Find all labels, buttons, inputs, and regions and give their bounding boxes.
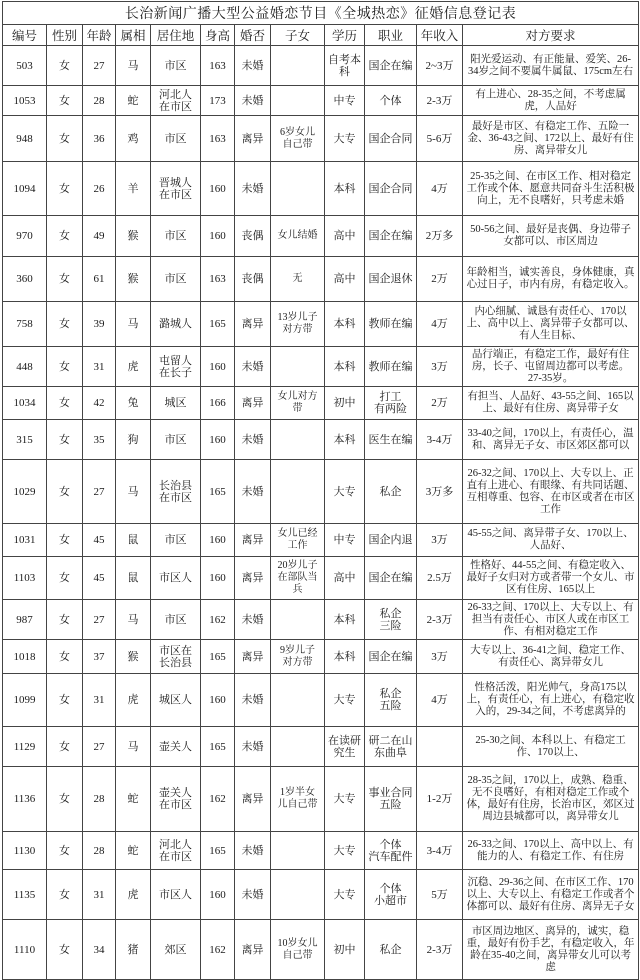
cell-age: 45 bbox=[83, 557, 116, 600]
cell-education: 大专 bbox=[325, 116, 365, 162]
cell-income: 3-4万 bbox=[417, 832, 463, 870]
cell-id: 970 bbox=[3, 216, 47, 257]
table-row bbox=[3, 116, 639, 162]
cell-marital: 未婚 bbox=[235, 832, 271, 870]
page-title: 长治新闻广播大型公益婚恋节目《全城热恋》征婚信息登记表 bbox=[3, 2, 639, 25]
cell-residence: 河北人 在市区 bbox=[151, 86, 201, 116]
cell-occupation: 私企 三险 bbox=[365, 600, 417, 640]
cell-age: 28 bbox=[83, 767, 116, 832]
cell-education: 本科 bbox=[325, 162, 365, 216]
cell-requirements: 性格好、44-55之间、有稳定收入、最好子女归对方或者带一个女儿、市区有住房、165以上 bbox=[463, 557, 639, 600]
cell-id: 1099 bbox=[3, 674, 47, 727]
cell-requirements: 25-30之间、本科以上、有稳定工作、170以上、 bbox=[463, 727, 639, 767]
cell-children bbox=[271, 420, 325, 460]
cell-children: 1岁半女 儿自己带 bbox=[271, 767, 325, 832]
cell-age: 31 bbox=[83, 870, 116, 920]
cell-age: 37 bbox=[83, 640, 116, 674]
header-occupation: 职业 bbox=[365, 25, 417, 46]
cell-occupation: 研二在山 东曲阜 bbox=[365, 727, 417, 767]
cell-children bbox=[271, 832, 325, 870]
cell-occupation: 国企在编 bbox=[365, 557, 417, 600]
cell-zodiac: 猴 bbox=[116, 257, 151, 302]
cell-residence: 长治县 在市区 bbox=[151, 460, 201, 524]
cell-residence: 郊区 bbox=[151, 920, 201, 980]
cell-id: 1053 bbox=[3, 86, 47, 116]
cell-zodiac: 猴 bbox=[116, 216, 151, 257]
cell-zodiac: 羊 bbox=[116, 162, 151, 216]
cell-residence: 市区 bbox=[151, 116, 201, 162]
table-row bbox=[3, 216, 639, 257]
cell-income: 3万 bbox=[417, 524, 463, 557]
cell-id: 1136 bbox=[3, 767, 47, 832]
table-row bbox=[3, 46, 639, 86]
cell-height: 160 bbox=[201, 162, 235, 216]
table-row bbox=[3, 727, 639, 767]
cell-children bbox=[271, 727, 325, 767]
cell-marital: 丧偶 bbox=[235, 216, 271, 257]
cell-gender: 女 bbox=[47, 116, 83, 162]
cell-occupation: 个体 bbox=[365, 86, 417, 116]
cell-age: 27 bbox=[83, 600, 116, 640]
cell-gender: 女 bbox=[47, 46, 83, 86]
cell-education: 本科 bbox=[325, 347, 365, 387]
cell-age: 34 bbox=[83, 920, 116, 980]
cell-zodiac: 马 bbox=[116, 302, 151, 347]
header-id: 编号 bbox=[3, 25, 47, 46]
cell-id: 1029 bbox=[3, 460, 47, 524]
cell-residence: 壶关人 在市区 bbox=[151, 767, 201, 832]
cell-id: 448 bbox=[3, 347, 47, 387]
cell-occupation: 国企在编 bbox=[365, 640, 417, 674]
cell-id: 503 bbox=[3, 46, 47, 86]
cell-income: 2.5万 bbox=[417, 557, 463, 600]
cell-education: 自考本科 bbox=[325, 46, 365, 86]
cell-marital: 离异 bbox=[235, 767, 271, 832]
cell-zodiac: 兔 bbox=[116, 387, 151, 420]
cell-residence: 市区 bbox=[151, 216, 201, 257]
cell-income: 2万多 bbox=[417, 216, 463, 257]
cell-education: 本科 bbox=[325, 600, 365, 640]
table-row bbox=[3, 257, 639, 302]
cell-children: 6岁女儿 自己带 bbox=[271, 116, 325, 162]
cell-residence: 晋城人 在市区 bbox=[151, 162, 201, 216]
cell-residence: 河北人 在市区 bbox=[151, 832, 201, 870]
table-row bbox=[3, 347, 639, 387]
cell-height: 160 bbox=[201, 347, 235, 387]
cell-residence: 市区在 长治县 bbox=[151, 640, 201, 674]
cell-children bbox=[271, 162, 325, 216]
cell-height: 165 bbox=[201, 832, 235, 870]
cell-zodiac: 蛇 bbox=[116, 832, 151, 870]
cell-gender: 女 bbox=[47, 600, 83, 640]
header-children: 子女 bbox=[271, 25, 325, 46]
cell-occupation: 教师在编 bbox=[365, 302, 417, 347]
cell-marital: 未婚 bbox=[235, 347, 271, 387]
cell-education: 在读研 究生 bbox=[325, 727, 365, 767]
cell-marital: 未婚 bbox=[235, 86, 271, 116]
cell-id: 1130 bbox=[3, 832, 47, 870]
table-row bbox=[3, 640, 639, 674]
cell-gender: 女 bbox=[47, 557, 83, 600]
cell-marital: 未婚 bbox=[235, 420, 271, 460]
cell-children bbox=[271, 460, 325, 524]
cell-gender: 女 bbox=[47, 920, 83, 980]
cell-requirements: 50-56之间、最好是丧偶、身边带子女都可以、市区周边 bbox=[463, 216, 639, 257]
cell-marital: 未婚 bbox=[235, 460, 271, 524]
cell-zodiac: 鼠 bbox=[116, 524, 151, 557]
cell-requirements: 有上进心、28-35之间，不考虑属虎，人品好 bbox=[463, 86, 639, 116]
cell-children: 无 bbox=[271, 257, 325, 302]
cell-id: 758 bbox=[3, 302, 47, 347]
cell-id: 1034 bbox=[3, 387, 47, 420]
cell-children bbox=[271, 347, 325, 387]
table-row bbox=[3, 86, 639, 116]
cell-education: 本科 bbox=[325, 302, 365, 347]
cell-requirements: 品行端正，有稳定工作，最好有住房，长子、屯留周边都可以考虑。27-35岁。 bbox=[463, 347, 639, 387]
cell-income: 4万 bbox=[417, 302, 463, 347]
cell-income: 2-3万 bbox=[417, 920, 463, 980]
cell-residence: 市区 bbox=[151, 420, 201, 460]
cell-education: 大专 bbox=[325, 870, 365, 920]
header-requirements: 对方要求 bbox=[463, 25, 639, 46]
cell-residence: 屯留人 在长子 bbox=[151, 347, 201, 387]
cell-requirements: 年龄相当，诚实善良，身体健康，真心过日子，市内有房，有稳定收入。 bbox=[463, 257, 639, 302]
cell-income bbox=[417, 727, 463, 767]
cell-gender: 女 bbox=[47, 347, 83, 387]
cell-marital: 离异 bbox=[235, 920, 271, 980]
cell-occupation: 医生在编 bbox=[365, 420, 417, 460]
cell-children bbox=[271, 86, 325, 116]
cell-residence: 城区人 bbox=[151, 674, 201, 727]
cell-height: 163 bbox=[201, 116, 235, 162]
cell-gender: 女 bbox=[47, 302, 83, 347]
cell-zodiac: 鼠 bbox=[116, 557, 151, 600]
cell-height: 162 bbox=[201, 600, 235, 640]
table-row bbox=[3, 460, 639, 524]
cell-height: 165 bbox=[201, 640, 235, 674]
cell-occupation: 个体 汽车配件 bbox=[365, 832, 417, 870]
cell-occupation: 国企内退 bbox=[365, 524, 417, 557]
cell-zodiac: 猪 bbox=[116, 920, 151, 980]
header-age: 年龄 bbox=[83, 25, 116, 46]
cell-children bbox=[271, 46, 325, 86]
cell-income: 4万 bbox=[417, 674, 463, 727]
cell-height: 163 bbox=[201, 257, 235, 302]
header-gender: 性别 bbox=[47, 25, 83, 46]
cell-education: 初中 bbox=[325, 920, 365, 980]
cell-occupation: 私企 五险 bbox=[365, 674, 417, 727]
cell-income: 3-4万 bbox=[417, 420, 463, 460]
cell-income: 2-3万 bbox=[417, 600, 463, 640]
cell-occupation: 个体 小超市 bbox=[365, 870, 417, 920]
cell-income: 2~3万 bbox=[417, 46, 463, 86]
cell-age: 28 bbox=[83, 832, 116, 870]
cell-marital: 未婚 bbox=[235, 46, 271, 86]
cell-education: 本科 bbox=[325, 640, 365, 674]
cell-height: 166 bbox=[201, 387, 235, 420]
cell-id: 1031 bbox=[3, 524, 47, 557]
cell-education: 初中 bbox=[325, 387, 365, 420]
cell-marital: 未婚 bbox=[235, 162, 271, 216]
cell-education: 大专 bbox=[325, 674, 365, 727]
cell-residence: 壶关人 bbox=[151, 727, 201, 767]
cell-gender: 女 bbox=[47, 640, 83, 674]
cell-occupation: 打工 有两险 bbox=[365, 387, 417, 420]
cell-zodiac: 蛇 bbox=[116, 86, 151, 116]
cell-height: 162 bbox=[201, 767, 235, 832]
cell-residence: 城区 bbox=[151, 387, 201, 420]
cell-children bbox=[271, 870, 325, 920]
cell-income: 3万 bbox=[417, 347, 463, 387]
header-zodiac: 属相 bbox=[116, 25, 151, 46]
cell-zodiac: 猴 bbox=[116, 640, 151, 674]
cell-requirements: 最好是市区、有稳定工作、五险一金、36-43之间、172以上、最好有住房、离异带女儿 bbox=[463, 116, 639, 162]
cell-id: 987 bbox=[3, 600, 47, 640]
cell-height: 160 bbox=[201, 216, 235, 257]
cell-age: 27 bbox=[83, 727, 116, 767]
cell-zodiac: 虎 bbox=[116, 674, 151, 727]
cell-occupation: 国企合同 bbox=[365, 162, 417, 216]
cell-zodiac: 蛇 bbox=[116, 767, 151, 832]
cell-marital: 离异 bbox=[235, 116, 271, 162]
cell-gender: 女 bbox=[47, 832, 83, 870]
cell-education: 大专 bbox=[325, 460, 365, 524]
cell-age: 26 bbox=[83, 162, 116, 216]
cell-children: 9岁儿子 对方带 bbox=[271, 640, 325, 674]
cell-height: 160 bbox=[201, 870, 235, 920]
cell-education: 大专 bbox=[325, 832, 365, 870]
cell-occupation: 国企在编 bbox=[365, 46, 417, 86]
registration-table bbox=[2, 1, 639, 980]
cell-height: 162 bbox=[201, 920, 235, 980]
cell-education: 高中 bbox=[325, 557, 365, 600]
cell-height: 163 bbox=[201, 46, 235, 86]
cell-age: 27 bbox=[83, 460, 116, 524]
cell-requirements: 26-32之间、170以上、大专以上、正直有上进心、有眼缘、有共同话题、互相尊重、包容、在市区或者在市区工作 bbox=[463, 460, 639, 524]
cell-height: 160 bbox=[201, 524, 235, 557]
cell-occupation: 教师在编 bbox=[365, 347, 417, 387]
cell-children: 女儿结婚 bbox=[271, 216, 325, 257]
cell-income: 4万 bbox=[417, 162, 463, 216]
cell-age: 31 bbox=[83, 347, 116, 387]
cell-income: 2万 bbox=[417, 387, 463, 420]
cell-children: 女儿对方 带 bbox=[271, 387, 325, 420]
cell-occupation: 国企在编 bbox=[365, 216, 417, 257]
table-row bbox=[3, 920, 639, 980]
cell-education: 高中 bbox=[325, 257, 365, 302]
cell-height: 160 bbox=[201, 557, 235, 600]
cell-requirements: 26-33之间、170以上、大专以上、有担当有责任心、市区人或在市区工作、有相对稳定工作 bbox=[463, 600, 639, 640]
cell-requirements: 大专以上、36-41之间、稳定工作、有责任心、离异带女儿 bbox=[463, 640, 639, 674]
cell-education: 中专 bbox=[325, 524, 365, 557]
cell-requirements: 有担当、人品好、43-55之间、165以上、最好有住房、离异带子女 bbox=[463, 387, 639, 420]
cell-gender: 女 bbox=[47, 870, 83, 920]
cell-id: 1135 bbox=[3, 870, 47, 920]
cell-occupation: 事业合同 五险 bbox=[365, 767, 417, 832]
cell-age: 61 bbox=[83, 257, 116, 302]
cell-gender: 女 bbox=[47, 420, 83, 460]
cell-income: 5-6万 bbox=[417, 116, 463, 162]
cell-occupation: 私企 bbox=[365, 460, 417, 524]
cell-zodiac: 马 bbox=[116, 727, 151, 767]
cell-residence: 市区 bbox=[151, 257, 201, 302]
cell-education: 中专 bbox=[325, 86, 365, 116]
cell-id: 360 bbox=[3, 257, 47, 302]
cell-children bbox=[271, 600, 325, 640]
cell-height: 160 bbox=[201, 674, 235, 727]
cell-residence: 市区人 bbox=[151, 870, 201, 920]
cell-requirements: 28-35之间，170以上，成熟、稳重、无不良嗜好，有相对稳定工作或个体，最好有住房，长治市区，郊区过周边县城都可以，离异带女儿 bbox=[463, 767, 639, 832]
cell-height: 165 bbox=[201, 727, 235, 767]
cell-age: 39 bbox=[83, 302, 116, 347]
cell-children: 10岁女儿 自己带 bbox=[271, 920, 325, 980]
cell-age: 35 bbox=[83, 420, 116, 460]
cell-income: 1-2万 bbox=[417, 767, 463, 832]
cell-age: 42 bbox=[83, 387, 116, 420]
cell-zodiac: 马 bbox=[116, 600, 151, 640]
cell-gender: 女 bbox=[47, 767, 83, 832]
cell-marital: 离异 bbox=[235, 387, 271, 420]
header-row bbox=[3, 25, 639, 46]
cell-occupation: 国企合同 bbox=[365, 116, 417, 162]
cell-children bbox=[271, 674, 325, 727]
cell-zodiac: 鸡 bbox=[116, 116, 151, 162]
table-row bbox=[3, 557, 639, 600]
header-marital: 婚否 bbox=[235, 25, 271, 46]
cell-residence: 市区 bbox=[151, 524, 201, 557]
table-row bbox=[3, 420, 639, 460]
cell-marital: 未婚 bbox=[235, 674, 271, 727]
cell-marital: 未婚 bbox=[235, 870, 271, 920]
cell-requirements: 26-33之间、170以上、高中以上、有能力的人、有稳定工作、有住房 bbox=[463, 832, 639, 870]
cell-children: 13岁儿子 对方带 bbox=[271, 302, 325, 347]
cell-income: 5万 bbox=[417, 870, 463, 920]
cell-id: 1018 bbox=[3, 640, 47, 674]
table-row bbox=[3, 832, 639, 870]
cell-income: 3万多 bbox=[417, 460, 463, 524]
cell-gender: 女 bbox=[47, 86, 83, 116]
cell-income: 2万 bbox=[417, 257, 463, 302]
cell-requirements: 内心细腻、诚恳有责任心、170以上、高中以上、离异带子女都可以、有人生目标、 bbox=[463, 302, 639, 347]
cell-zodiac: 虎 bbox=[116, 870, 151, 920]
cell-requirements: 45-55之间、离异带子女、170以上、人品好、 bbox=[463, 524, 639, 557]
cell-requirements: 沉稳、29-36之间、在市区工作、170以上、大专以上、有稳定工作或者个体都可以、最好有住房、离异无子女 bbox=[463, 870, 639, 920]
cell-requirements: 33-40之间，170以上，有责任心，温和、离异无子女、市区郊区都可以 bbox=[463, 420, 639, 460]
cell-gender: 女 bbox=[47, 460, 83, 524]
table-row bbox=[3, 302, 639, 347]
title-row bbox=[3, 2, 639, 25]
table-body bbox=[3, 46, 639, 980]
cell-occupation: 私企 bbox=[365, 920, 417, 980]
cell-age: 45 bbox=[83, 524, 116, 557]
header-income: 年收入 bbox=[417, 25, 463, 46]
header-residence: 居住地 bbox=[151, 25, 201, 46]
cell-marital: 离异 bbox=[235, 640, 271, 674]
cell-id: 948 bbox=[3, 116, 47, 162]
cell-zodiac: 狗 bbox=[116, 420, 151, 460]
cell-children: 20岁儿子 在部队当 兵 bbox=[271, 557, 325, 600]
cell-gender: 女 bbox=[47, 162, 83, 216]
cell-education: 大专 bbox=[325, 767, 365, 832]
header-education: 学历 bbox=[325, 25, 365, 46]
cell-residence: 市区人 bbox=[151, 557, 201, 600]
cell-zodiac: 虎 bbox=[116, 347, 151, 387]
cell-residence: 市区 bbox=[151, 600, 201, 640]
cell-requirements: 市区周边地区、离异的，诚实，稳重，最好有份手艺，有稳定收入，年龄在35-40之间，离异带女儿可以考虑 bbox=[463, 920, 639, 980]
cell-id: 1129 bbox=[3, 727, 47, 767]
table-row bbox=[3, 870, 639, 920]
cell-id: 1110 bbox=[3, 920, 47, 980]
cell-height: 165 bbox=[201, 302, 235, 347]
cell-marital: 未婚 bbox=[235, 727, 271, 767]
cell-marital: 丧偶 bbox=[235, 257, 271, 302]
cell-height: 160 bbox=[201, 420, 235, 460]
cell-gender: 女 bbox=[47, 257, 83, 302]
cell-id: 1094 bbox=[3, 162, 47, 216]
cell-marital: 离异 bbox=[235, 557, 271, 600]
cell-age: 28 bbox=[83, 86, 116, 116]
cell-marital: 离异 bbox=[235, 524, 271, 557]
cell-education: 高中 bbox=[325, 216, 365, 257]
cell-income: 2-3万 bbox=[417, 86, 463, 116]
table-row bbox=[3, 674, 639, 727]
cell-gender: 女 bbox=[47, 524, 83, 557]
cell-gender: 女 bbox=[47, 727, 83, 767]
cell-age: 36 bbox=[83, 116, 116, 162]
table-row bbox=[3, 524, 639, 557]
cell-zodiac: 马 bbox=[116, 46, 151, 86]
table-row bbox=[3, 387, 639, 420]
table-row bbox=[3, 767, 639, 832]
table-row bbox=[3, 162, 639, 216]
cell-height: 173 bbox=[201, 86, 235, 116]
cell-residence: 市区 bbox=[151, 46, 201, 86]
cell-age: 49 bbox=[83, 216, 116, 257]
cell-occupation: 国企退休 bbox=[365, 257, 417, 302]
cell-income: 3万 bbox=[417, 640, 463, 674]
cell-zodiac: 马 bbox=[116, 460, 151, 524]
cell-id: 315 bbox=[3, 420, 47, 460]
cell-requirements: 性格活泼，阳光帅气，身高175以上，有责任心，有上进心，有稳定收入的，29-34之间，不考虑离异的 bbox=[463, 674, 639, 727]
cell-marital: 未婚 bbox=[235, 600, 271, 640]
cell-education: 本科 bbox=[325, 420, 365, 460]
cell-age: 27 bbox=[83, 46, 116, 86]
table-row bbox=[3, 600, 639, 640]
cell-age: 31 bbox=[83, 674, 116, 727]
cell-id: 1103 bbox=[3, 557, 47, 600]
cell-children: 女儿已经 工作 bbox=[271, 524, 325, 557]
cell-residence: 潞城人 bbox=[151, 302, 201, 347]
cell-gender: 女 bbox=[47, 674, 83, 727]
cell-requirements: 25-35之间、在市区工作、相对稳定工作或个体、愿意共同奋斗生活积极向上，无不良嗜好，只考虑未婚 bbox=[463, 162, 639, 216]
cell-requirements: 阳光爱运动、有正能量、爱笑、26-34岁之间不要属牛属鼠、175cm左右 bbox=[463, 46, 639, 86]
cell-gender: 女 bbox=[47, 387, 83, 420]
cell-gender: 女 bbox=[47, 216, 83, 257]
cell-marital: 离异 bbox=[235, 302, 271, 347]
header-height: 身高 bbox=[201, 25, 235, 46]
cell-height: 165 bbox=[201, 460, 235, 524]
